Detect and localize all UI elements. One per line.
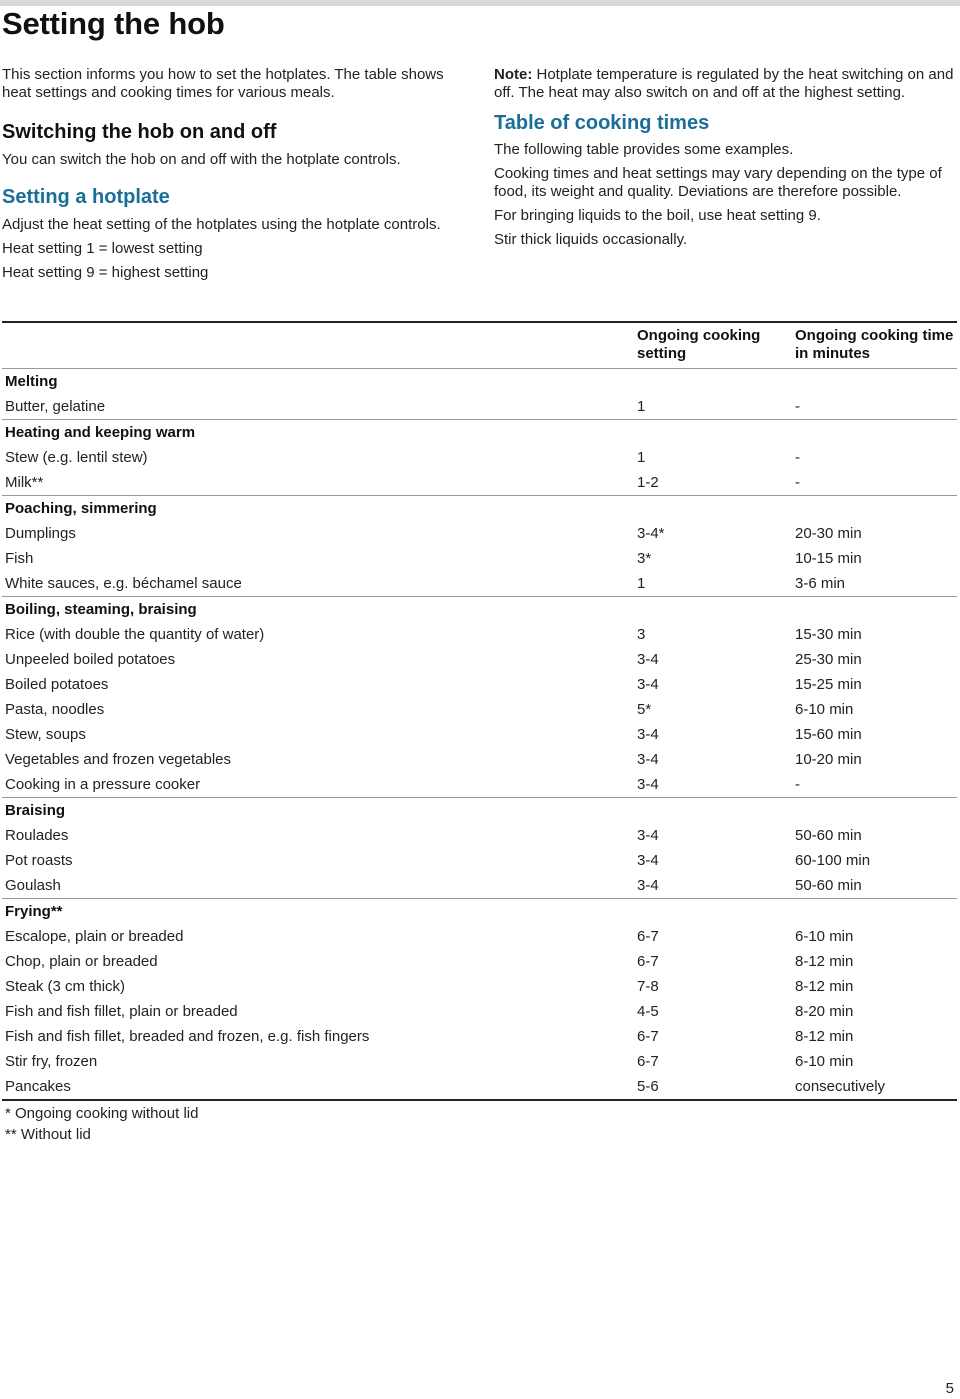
cell-setting: 1 (637, 398, 646, 415)
switching-text: You can switch the hob on and off with the hotplate controls. (2, 151, 401, 168)
table-row (2, 924, 957, 949)
table-row (2, 999, 957, 1024)
cell-time: - (795, 398, 800, 415)
hotplate-text: Adjust the heat setting of the hotplates using the hotplate controls. (2, 216, 441, 233)
cell-food: Goulash (5, 877, 61, 894)
table-row (2, 747, 957, 772)
cell-time: 50-60 min (795, 877, 862, 894)
table-category: Heating and keeping warm (2, 419, 957, 445)
cell-food: Pasta, noodles (5, 701, 105, 718)
footnote-no-lid: ** Without lid (5, 1126, 91, 1143)
cell-time: 6-10 min (795, 701, 854, 718)
table-row (2, 697, 957, 722)
cell-time: 10-15 min (795, 550, 862, 567)
cell-food: Stir fry, frozen (5, 1053, 98, 1070)
heat-high-text: Heat setting 9 = highest setting (2, 264, 209, 281)
table-category: Melting (2, 368, 957, 394)
cell-food: Pot roasts (5, 852, 73, 869)
table-category: Boiling, steaming, braising (2, 596, 957, 622)
intro-text: This section informs you how to set the hotplates. The table shows heat settings and cooking times for various meals. (2, 66, 444, 101)
cell-time: 20-30 min (795, 525, 862, 542)
cell-setting: 3-4* (637, 525, 665, 542)
cell-setting: 3-4 (637, 676, 659, 693)
page-title: Setting the hob (2, 6, 225, 41)
cell-food: Fish (5, 550, 34, 567)
cell-food: Fish and fish fillet, breaded and frozen, e.g. fish fingers (5, 1028, 370, 1045)
cell-food: Escalope, plain or breaded (5, 928, 184, 945)
cell-time: 50-60 min (795, 827, 862, 844)
table-row (2, 672, 957, 697)
cell-setting: 3-4 (637, 877, 659, 894)
cell-setting: 1 (637, 575, 646, 592)
cell-time: - (795, 776, 800, 793)
cell-time: 15-25 min (795, 676, 862, 693)
table-row (2, 873, 957, 898)
cell-food: Butter, gelatine (5, 398, 106, 415)
cell-time: 15-60 min (795, 726, 862, 743)
page-number: 5 (945, 1380, 954, 1397)
left-column (2, 66, 462, 282)
cell-setting: 4-5 (637, 1003, 659, 1020)
cell-food: Vegetables and frozen vegetables (5, 751, 232, 768)
cell-food: Milk** (5, 474, 44, 491)
cell-setting: 3-4 (637, 751, 659, 768)
table-row (2, 521, 957, 546)
cell-setting: 3 (637, 626, 646, 643)
hotplate-heading: Setting a hotplate (2, 186, 170, 208)
table-category: Poaching, simmering (2, 495, 957, 521)
table-row (2, 571, 957, 596)
table-row (2, 1049, 957, 1074)
cell-time: - (795, 449, 800, 466)
table-heading: Table of cooking times (494, 112, 710, 134)
cell-food: Pancakes (5, 1078, 71, 1095)
cell-setting: 6-7 (637, 953, 659, 970)
footnotes (2, 1103, 957, 1145)
note-text: Hotplate temperature is regulated by the heat switching on and off. The heat may also switch on and off at the highest setting. (494, 66, 954, 101)
cell-time: 25-30 min (795, 651, 862, 668)
table-bottom-rule (2, 1099, 957, 1101)
footnote-no-lid-ongoing: * Ongoing cooking without lid (5, 1105, 199, 1122)
table-intro-3: For bringing liquids to the boil, use heat setting 9. (494, 207, 821, 224)
cell-time: 3-6 min (795, 575, 846, 592)
cell-time: 8-12 min (795, 1028, 854, 1045)
cell-food: Unpeeled boiled potatoes (5, 651, 176, 668)
cell-food: Rice (with double the quantity of water) (5, 626, 265, 643)
table-row (2, 949, 957, 974)
cell-time: 8-12 min (795, 978, 854, 995)
cell-food: Fish and fish fillet, plain or breaded (5, 1003, 238, 1020)
cell-food: Roulades (5, 827, 69, 844)
col-header-time: Ongoing cooking time in minutes (795, 327, 954, 362)
cell-time: - (795, 474, 800, 491)
cell-setting: 1-2 (637, 474, 659, 491)
note-paragraph (494, 66, 954, 102)
table-row (2, 394, 957, 419)
heat-low-text: Heat setting 1 = lowest setting (2, 240, 203, 257)
cell-time: 6-10 min (795, 928, 854, 945)
table-row (2, 1074, 957, 1099)
cell-time: 8-20 min (795, 1003, 854, 1020)
switching-heading: Switching the hob on and off (2, 121, 277, 143)
cell-food: Boiled potatoes (5, 676, 109, 693)
table-row (2, 823, 957, 848)
table-category: Frying** (2, 898, 957, 924)
cell-food: Dumplings (5, 525, 76, 542)
table-row (2, 647, 957, 672)
cell-setting: 1 (637, 449, 646, 466)
table-category: Braising (2, 797, 957, 823)
table-row (2, 722, 957, 747)
table-row (2, 1024, 957, 1049)
table-row (2, 546, 957, 571)
cell-food: Cooking in a pressure cooker (5, 776, 201, 793)
cell-setting: 7-8 (637, 978, 659, 995)
table-row (2, 445, 957, 470)
table-intro-4: Stir thick liquids occasionally. (494, 231, 688, 248)
table-header (2, 323, 957, 368)
cell-food: White sauces, e.g. béchamel sauce (5, 575, 242, 592)
cell-time: 10-20 min (795, 751, 862, 768)
table-body (2, 368, 957, 1099)
table-intro-2: Cooking times and heat settings may vary depending on the type of food, its weight and quality. Deviations are therefore possible. (494, 165, 942, 200)
table-row (2, 470, 957, 495)
cell-setting: 5* (637, 701, 652, 718)
table-row (2, 622, 957, 647)
cell-setting: 3* (637, 550, 652, 567)
table-row (2, 848, 957, 873)
right-column (494, 66, 954, 249)
table-row (2, 974, 957, 999)
cell-setting: 3-4 (637, 827, 659, 844)
col-header-setting: Ongoing cooking setting (637, 327, 761, 362)
cell-setting: 6-7 (637, 1028, 659, 1045)
cell-time: consecutively (795, 1078, 886, 1095)
cooking-times-table (2, 321, 957, 1145)
cell-time: 8-12 min (795, 953, 854, 970)
cell-time: 6-10 min (795, 1053, 854, 1070)
cell-food: Stew, soups (5, 726, 86, 743)
cell-food: Chop, plain or breaded (5, 953, 158, 970)
cell-setting: 3-4 (637, 651, 659, 668)
cell-food: Stew (e.g. lentil stew) (5, 449, 148, 466)
table-row (2, 772, 957, 797)
cell-setting: 6-7 (637, 1053, 659, 1070)
table-intro-1: The following table provides some examples. (494, 141, 794, 158)
note-label: Note: (494, 66, 533, 83)
cell-setting: 3-4 (637, 726, 659, 743)
cell-setting: 5-6 (637, 1078, 659, 1095)
cell-food: Steak (3 cm thick) (5, 978, 126, 995)
cell-time: 15-30 min (795, 626, 862, 643)
cell-setting: 3-4 (637, 852, 659, 869)
cell-setting: 6-7 (637, 928, 659, 945)
cell-setting: 3-4 (637, 776, 659, 793)
cell-time: 60-100 min (795, 852, 871, 869)
